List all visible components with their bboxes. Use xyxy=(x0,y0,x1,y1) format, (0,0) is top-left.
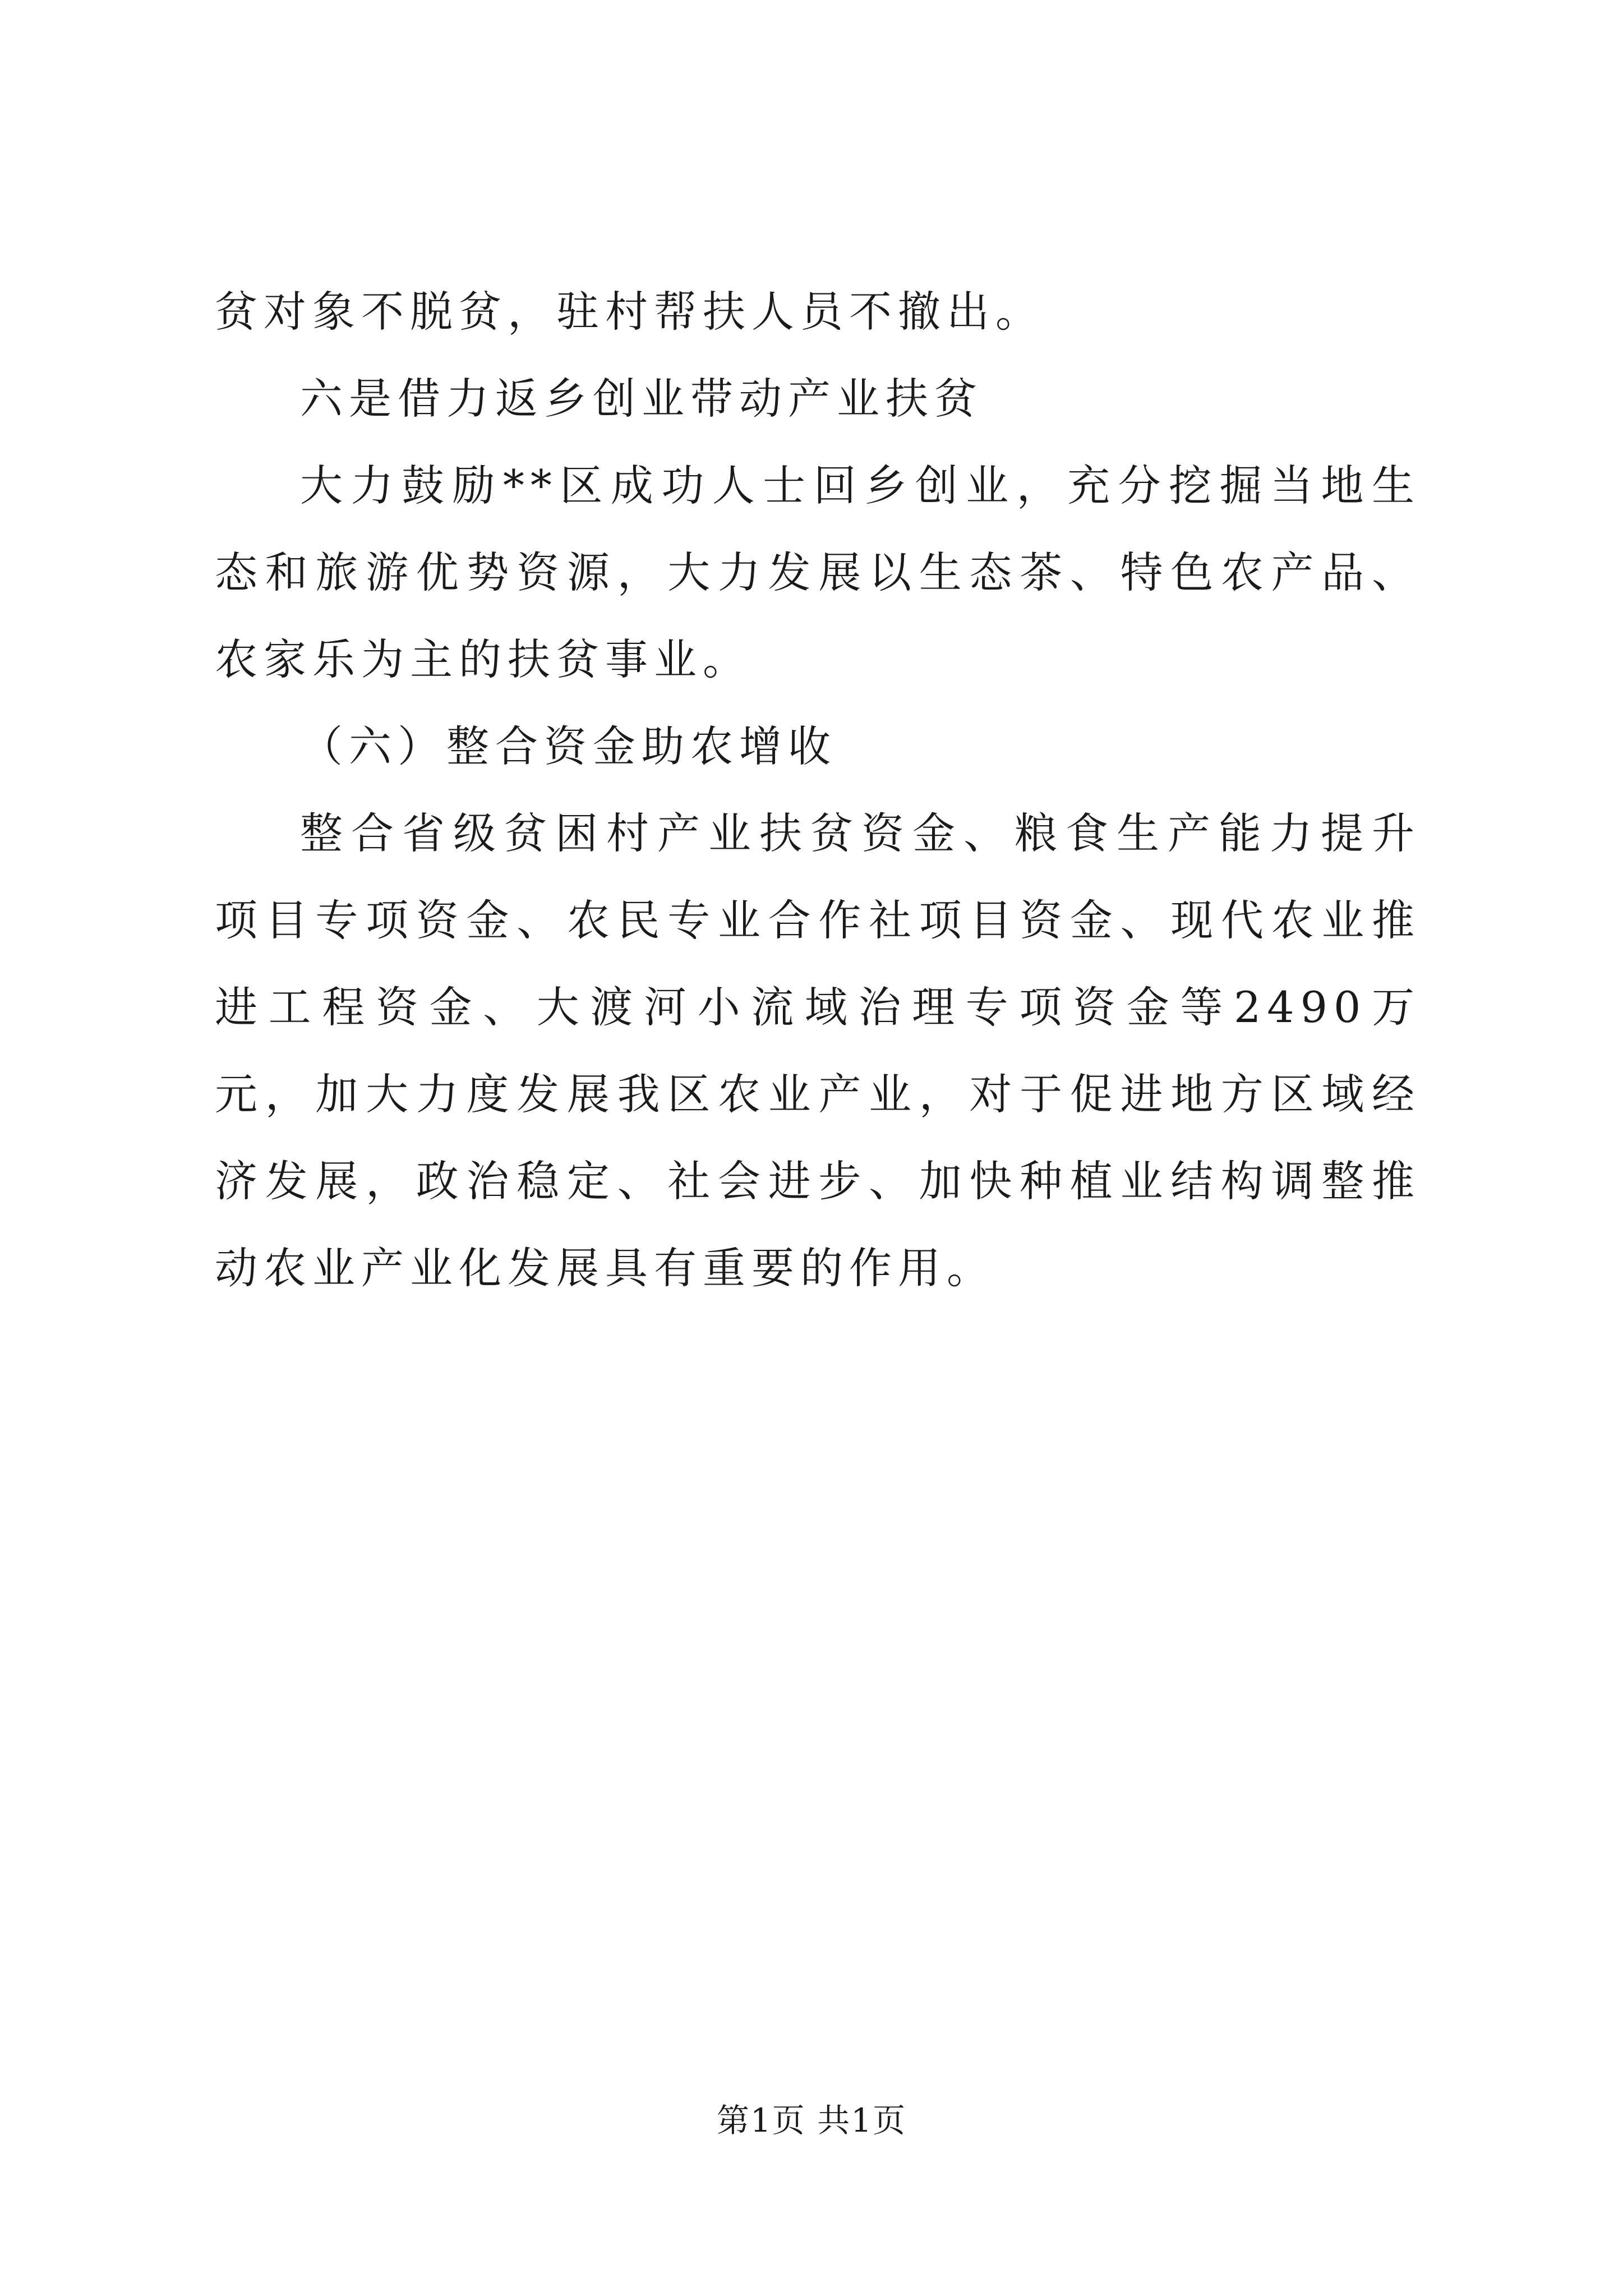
document-body xyxy=(215,268,1421,1312)
page-number-footer: 第1页 共1页 xyxy=(716,2101,907,2139)
paragraph-continuation: 贫对象不脱贫，驻村帮扶人员不撤出。 xyxy=(215,287,1044,337)
section-heading-integrate-funds: （六）整合资金助农增收 xyxy=(300,721,837,771)
paragraph-heading-six: 六是借力返乡创业带动产业扶贫 xyxy=(300,374,983,424)
paragraph-integrate-funds: 整合省级贫困村产业扶贫资金、粮食生产能力提升项目专项资金、农民专业合作社项目资金、现代农业推进工程资金、大渡河小流域治理专项资金等2490万元，加大力度发展我区农业产业，对于促进地方区域经济发展，政治稳定、社会进步、加快种植业结构调整推动农业产业化发展具有重要的作用。 xyxy=(215,808,1421,1293)
paragraph-return-entrepreneurship: 大力鼓励**区成功人士回乡创业，充分挖掘当地生态和旅游优势资源，大力发展以生态茶、特色农产品、农家乐为主的扶贫事业。 xyxy=(215,461,1421,684)
